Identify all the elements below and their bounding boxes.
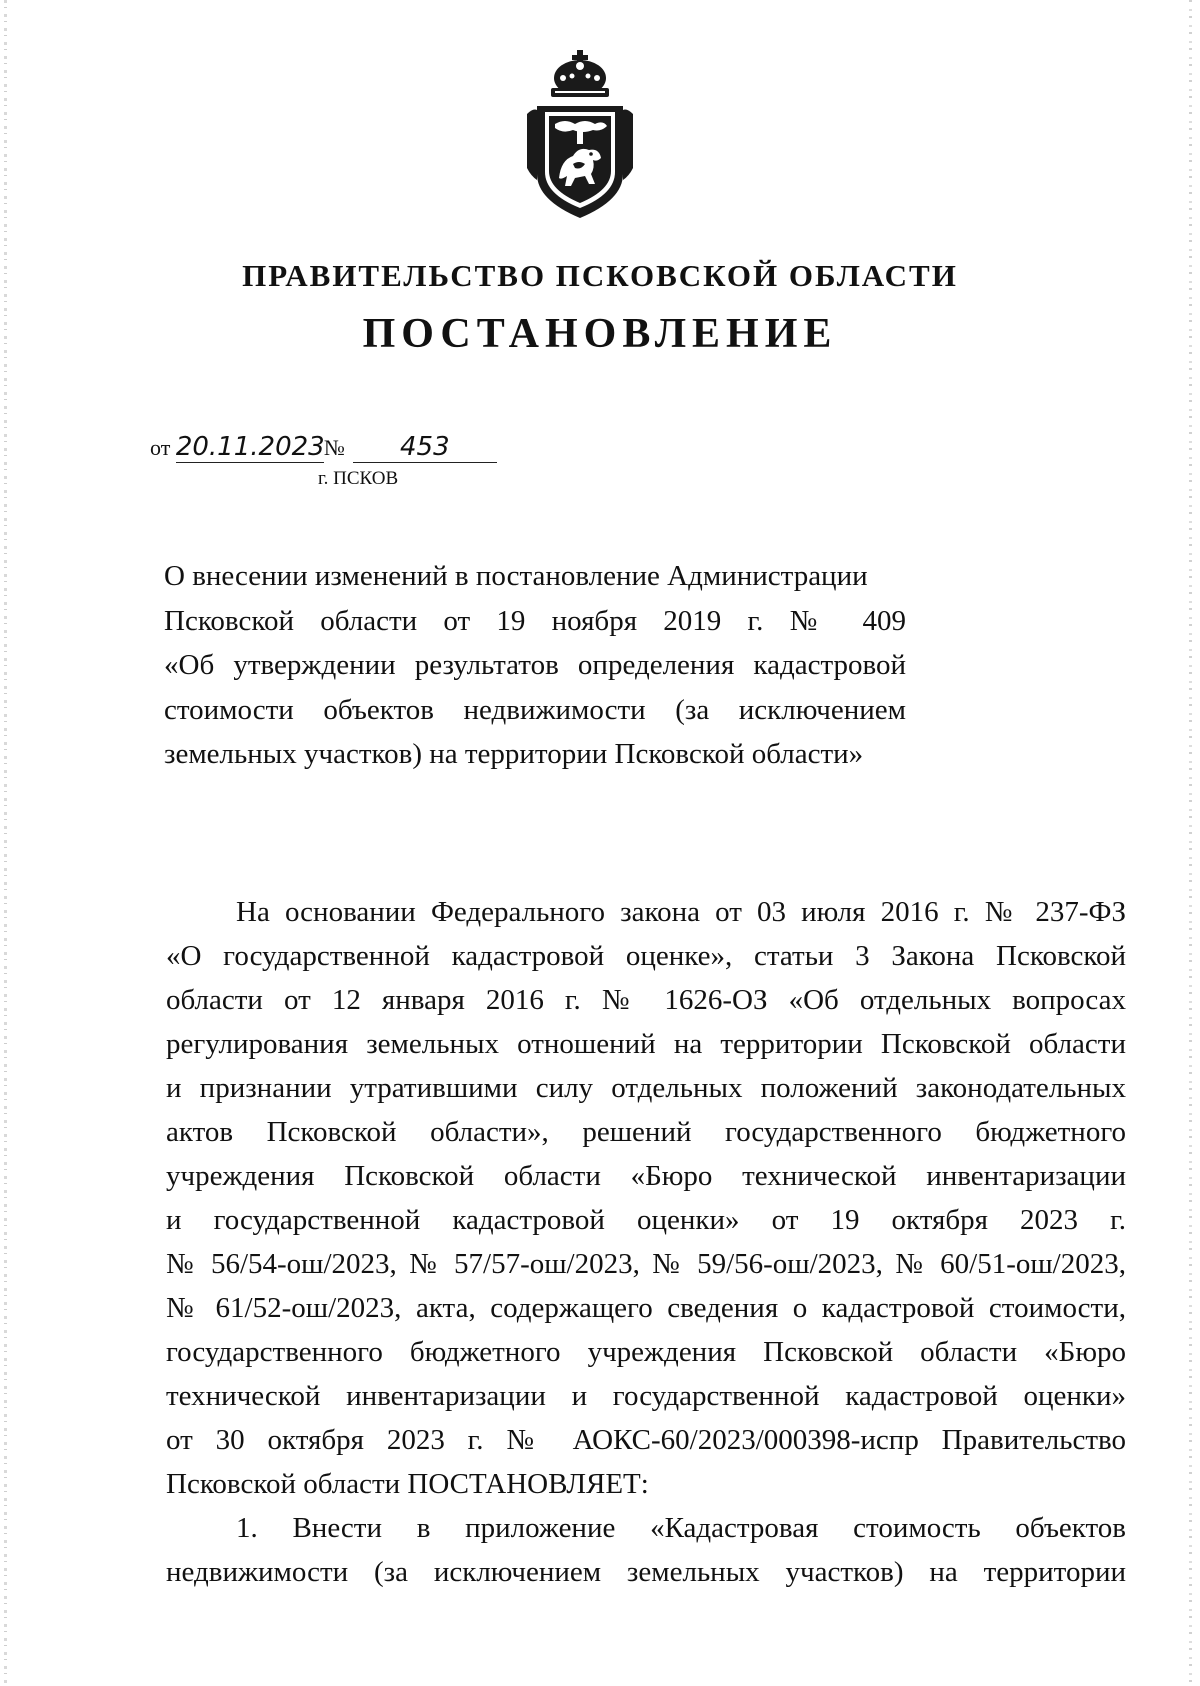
date-number-line — [150, 432, 497, 463]
scan-edge-left — [4, 0, 7, 1686]
scan-edge-right — [1189, 0, 1192, 1686]
number-label: № — [323, 435, 345, 460]
document-type: ПОСТАНОВЛЕНИЕ — [362, 311, 838, 357]
government-name: ПРАВИТЕЛЬСТВО ПСКОВСКОЙ ОБЛАСТИ — [242, 258, 958, 293]
body-line: актов Псковской области», решений государственного бюджетного — [166, 1116, 1126, 1148]
body-line: учреждения Псковской области «Бюро технической инвентаризации — [166, 1160, 1126, 1192]
title-line: стоимости объектов недвижимости (за исключением — [164, 693, 906, 726]
body-line: от 30 октября 2023 г. № АОКС-60/2023/000398-испр Правительство — [166, 1424, 1126, 1456]
body-line: № 56/54-ош/2023, № 57/57-ош/2023, № 59/56-ош/2023, № 60/51-ош/2023, — [166, 1248, 1126, 1280]
body-line: области от 12 января 2016 г. № 1626-ОЗ «Об отдельных вопросах — [166, 984, 1126, 1016]
body-line: «О государственной кадастровой оценке», статьи 3 Закона Псковской — [166, 940, 1126, 972]
handwritten-date: 20.11.2023 — [175, 432, 325, 462]
body-line: № 61/52-ош/2023, акта, содержащего сведения о кадастровой стоимости, — [166, 1292, 1126, 1324]
pskov-coat-of-arms-icon — [515, 48, 645, 228]
handwritten-number: 453 — [353, 432, 497, 463]
resolution-body — [166, 890, 1126, 1594]
body-line: технической инвентаризации и государственной кадастровой оценки» — [166, 1380, 1126, 1412]
body-line: Псковской области ПОСТАНОВЛЯЕТ: — [166, 1468, 649, 1500]
body-line: На основании Федерального закона от 03 июля 2016 г. № 237-ФЗ — [236, 896, 1126, 928]
body-line: регулирования земельных отношений на территории Псковской области — [166, 1028, 1126, 1060]
body-line: недвижимости (за исключением земельных участков) на территории — [166, 1556, 1126, 1588]
body-line: и государственной кадастровой оценки» от 19 октября 2023 г. — [166, 1204, 1126, 1236]
title-line: «Об утверждении результатов определения кадастровой — [164, 649, 906, 681]
body-line: 1. Внести в приложение «Кадастровая стоимость объектов — [236, 1512, 1126, 1544]
body-line: и признании утратившими силу отдельных положений законодательных — [166, 1072, 1126, 1104]
title-line: земельных участков) на территории Псковской области» — [164, 738, 864, 770]
title-line: Псковской области от 19 ноября 2019 г. № 409 — [164, 604, 906, 637]
title-line: О внесении изменений в постановление Администрации — [164, 560, 868, 592]
body-line: государственного бюджетного учреждения Псковской области «Бюро — [166, 1336, 1126, 1368]
resolution-title — [164, 554, 906, 777]
city-label: г. ПСКОВ — [318, 468, 399, 489]
from-label: от — [150, 435, 171, 460]
